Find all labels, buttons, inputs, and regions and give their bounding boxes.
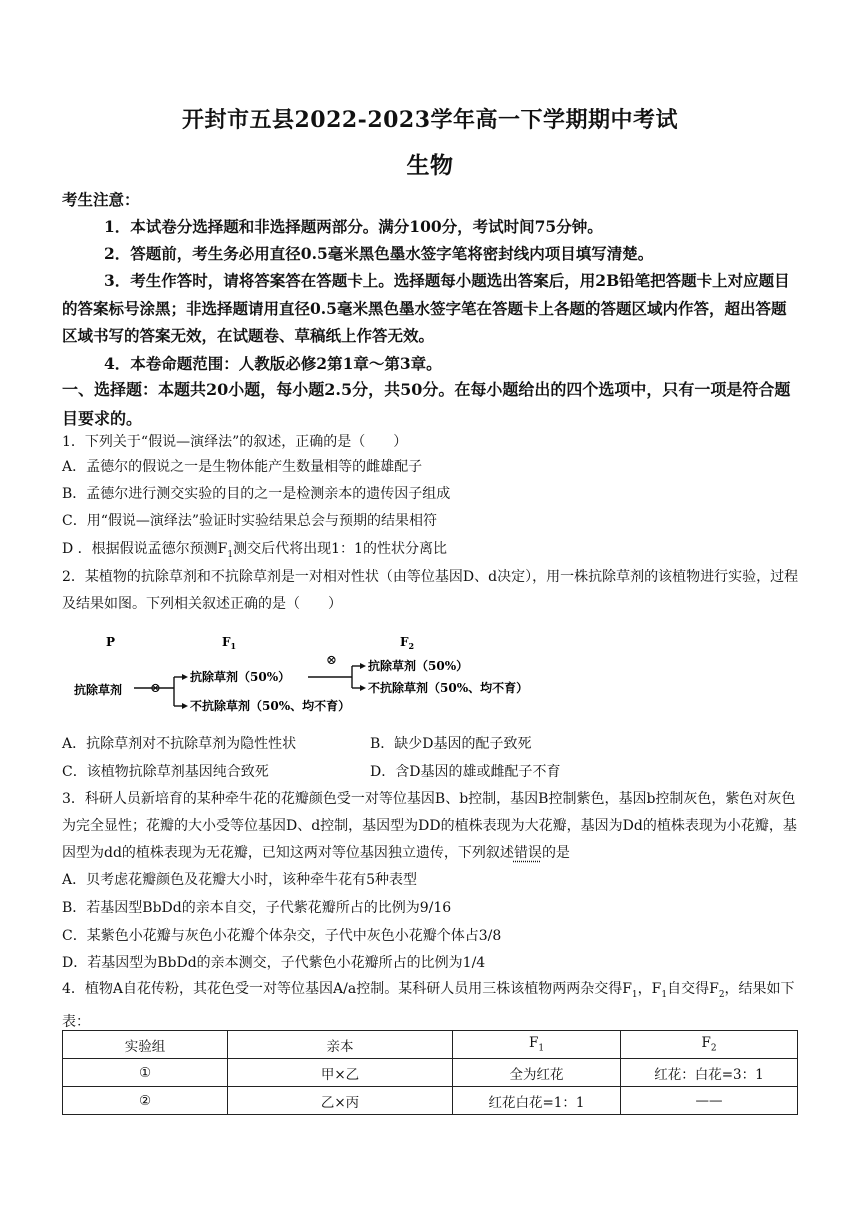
diagram-f2-label: $F_2$ [400, 635, 415, 651]
table-cell: 全为红花 [453, 1059, 621, 1087]
table-cell: 甲×乙 [228, 1059, 453, 1087]
q1-d-pre: D ．根据假说孟德尔预测F [62, 541, 228, 557]
notice-item-1: 1．本试卷分选择题和非选择题两部分。满分100分，考试时间75分钟。 [104, 217, 603, 236]
table-header-row [63, 1031, 798, 1059]
notice-item-2: 2．答题前，考生务必用直径0.5毫米黑色墨水签字笔将密封线内项目填写清楚。 [104, 244, 654, 263]
q2-option-c: C．该植物抗除草剂基因纯合致死 [62, 764, 269, 780]
q4-stem-part-2: ，F [637, 981, 662, 997]
notice-item-4: 4．本卷命题范围：人教版必修2第1章～第3章。 [104, 354, 442, 373]
table-cell: 红花白花=1：1 [453, 1087, 621, 1115]
diagram-f2-resist: 抗除草剂（50%） [368, 659, 469, 673]
q3-option-b: B．若基因型BbDd的亲本自交，子代紫花瓣所占的比例为9/16 [62, 900, 452, 916]
q3-stem-emphasis: 错误 [513, 845, 542, 861]
table-cell: 乙×丙 [228, 1087, 453, 1115]
notice-item-3: 3．考生作答时，请将答案答在答题卡上。选择题每小题选出答案后，用2B铅笔把答题卡上对应题目的答案标号涂黑；非选择题请用直径0.5毫米黑色墨水签字笔在答题卡上各题的答题区域内作答，超出答题区域书写的答案无效，在试题卷、草稿纸上作答无效。 [62, 271, 790, 345]
table-header-f1: $F_1$ [453, 1031, 621, 1059]
q1-stem: 1．下列关于“假说—演绎法”的叙述，正确的是（ ） [62, 434, 408, 450]
table-cell: ① [63, 1059, 228, 1087]
q2-option-d: D．含D基因的雄或雌配子不育 [370, 764, 561, 780]
table-header-group: 实验组 [63, 1031, 228, 1059]
diagram-self-symbol-2: ⊗ [326, 653, 337, 668]
q4-stem-part-4: ，结果如下表： [62, 981, 795, 1030]
q4-stem [62, 976, 800, 1036]
diagram-self-symbol-1: ⊗ [150, 681, 161, 696]
notice-heading: 考生注意： [62, 190, 140, 209]
table-header-parents: 亲本 [228, 1031, 453, 1059]
q1-option-b: B．孟德尔进行测交实验的目的之一是检测亲本的遗传因子组成 [62, 486, 451, 502]
table-row [63, 1059, 798, 1087]
q3-stem-post: 的是 [541, 845, 570, 861]
q1-d-post: 测交后代将出现1：1的性状分离比 [233, 541, 447, 557]
q4-results-table [62, 1030, 798, 1115]
table-header-f2: $F_2$ [621, 1031, 798, 1059]
exam-title: 开封市五县2022-2023学年高一下学期期中考试 [181, 107, 679, 133]
section-heading: 一、选择题：本题共20小题，每小题2.5分，共50分。在每小题给出的四个选项中，只有一项是符合题目要求的。 [62, 380, 791, 428]
q1-d-sub: 1 [227, 549, 234, 560]
q2-option-b: B．缺少D基因的配子致死 [370, 736, 532, 752]
subject-title: 生物 [406, 152, 454, 179]
q3-option-d: D．若基因型为BbDd的亲本测交，子代紫色小花瓣所占的比例为1/4 [62, 955, 486, 971]
table-cell: —— [621, 1087, 798, 1115]
q3-option-a: A．贝考虑花瓣颜色及花瓣大小时，该种牵牛花有5种表型 [62, 872, 418, 888]
diagram-p-label: P [106, 635, 116, 649]
table-row [63, 1087, 798, 1115]
table-cell: ② [63, 1087, 228, 1115]
q2-option-a: A．抗除草剂对不抗除草剂为隐性性状 [62, 736, 297, 752]
diagram-f1-nonresist: 不抗除草剂（50%、均不育） [190, 699, 351, 713]
q2-stem: 2．某植物的抗除草剂和不抗除草剂是一对相对性状（由等位基因D、d决定），用一株抗除草剂的该植物进行实验，过程及结果如图。下列相关叙述正确的是（ ） [62, 569, 799, 612]
q3-stem-pre: 3．科研人员新培育的某种牵牛花的花瓣颜色受一对等位基因B、b控制，基因B控制紫色，基因b控制灰色，紫色对灰色为完全显性；花瓣的大小受等位基因D、d控制，基因型为DD的植株表现为大花瓣，基因为Dd的植株表现为小花瓣，基因型为dd的植株表现为无花瓣，已知这两对等位基因独立遗传，下列叙述 [62, 791, 797, 861]
q2-cross-diagram [62, 630, 582, 725]
table-cell: 红花：白花=3：1 [621, 1059, 798, 1087]
q4-sub-3: 2 [718, 989, 725, 1000]
diagram-f1-resist: 抗除草剂（50%） [190, 670, 291, 684]
q4-stem-part-3: 自交得F [667, 981, 719, 997]
q3-stem [62, 786, 800, 867]
q4-sub-1: 1 [631, 989, 638, 1000]
q1-option-c: C．用“假说—演绎法”验证时实验结果总会与预期的结果相符 [62, 513, 438, 529]
diagram-f1-label: $F_1$ [222, 635, 237, 651]
q3-option-c: C．某紫色小花瓣与灰色小花瓣个体杂交，子代中灰色小花瓣个体占3/8 [62, 928, 502, 944]
q4-stem-part-1: 4．植物A自花传粉，其花色受一对等位基因A/a控制。某科研人员用三株该植物两两杂交得F [62, 981, 632, 997]
diagram-f2-nonresist: 不抗除草剂（50%、均不育） [368, 681, 529, 695]
diagram-parent: 抗除草剂 [74, 683, 123, 697]
q1-option-a: A．孟德尔的假说之一是生物体能产生数量相等的雌雄配子 [62, 459, 423, 475]
q4-sub-2: 1 [661, 989, 668, 1000]
